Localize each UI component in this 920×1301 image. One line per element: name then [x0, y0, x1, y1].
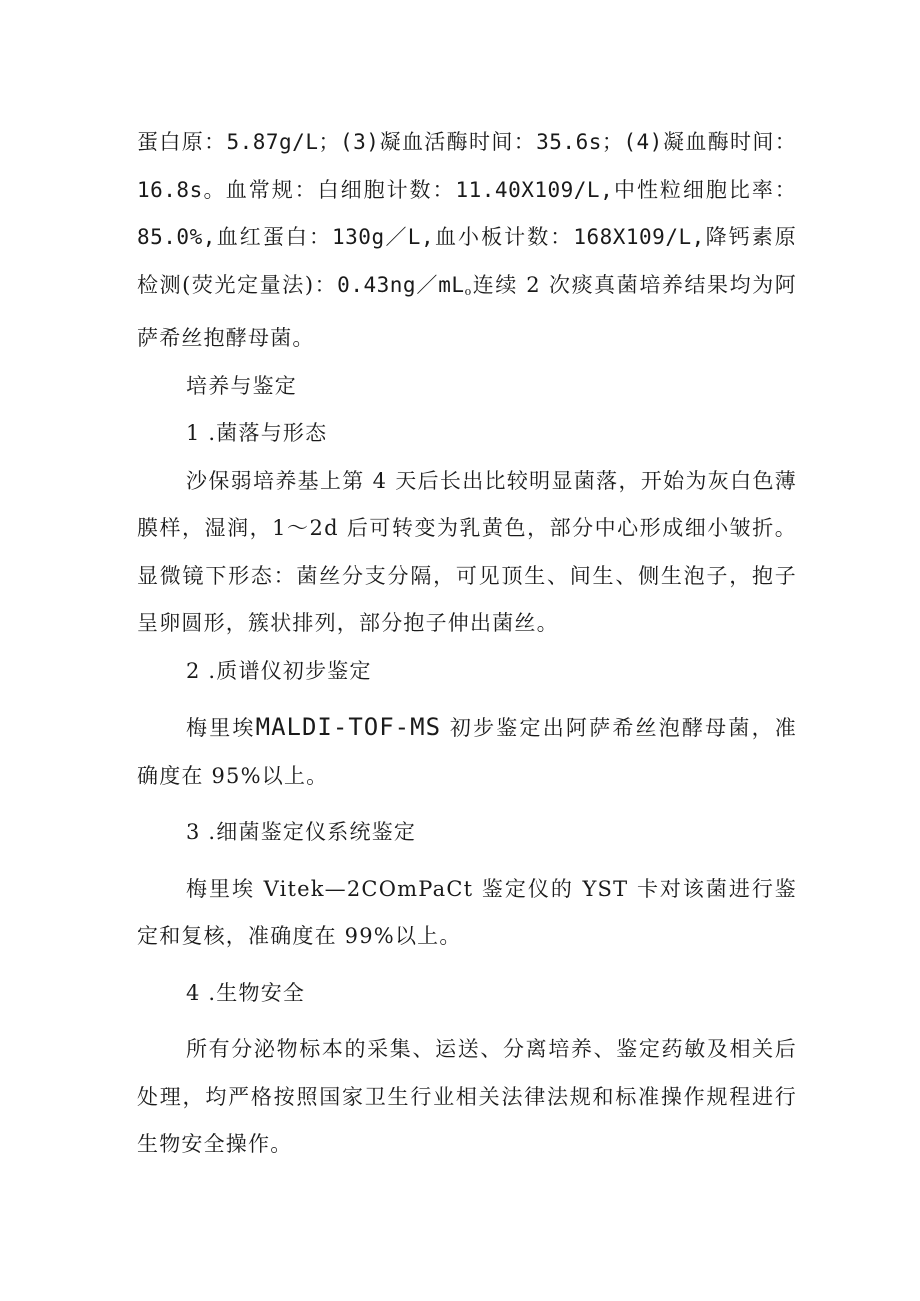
- text-span: 130g／L,: [332, 225, 435, 249]
- section-body-identifier: 梅里埃 Vitek—2COmPaCt 鉴定仪的 YST 卡对该菌进行鉴定和复核，准确度在 99%以上。: [137, 876, 797, 948]
- section-body-biosafety: 所有分泌物标本的采集、运送、分离培养、鉴定药敏及相关后处理，均严格按照国家卫生行业相关法律法规和标准操作规程进行生物安全操作。: [137, 1037, 797, 1156]
- lab-results-paragraph: [137, 119, 797, 363]
- text-span: 35.6s；(4): [536, 130, 663, 154]
- section-heading-colony: 1 .菌落与形态: [186, 421, 328, 445]
- section-heading-mass-spec: 2 .质谱仪初步鉴定: [186, 658, 372, 683]
- text-span: 降钙素原检测(荧光定量法)：: [137, 225, 797, 297]
- text-span: 11.40X109/L,: [455, 177, 614, 202]
- text-span: 连续 2 次痰真菌培养结果均为阿萨希丝抱酵母菌。: [137, 272, 797, 350]
- text-span: 0.43ng／mL: [337, 272, 465, 297]
- text-span: 凝血酶时间：: [662, 130, 797, 154]
- text-span: 初步鉴定出阿萨希丝泡酵母菌，准确度在 95%以上。: [137, 716, 797, 788]
- text-span: 蛋白原：: [137, 130, 227, 154]
- section-body-colony: 沙保弱培养基上第 4 天后长出比较明显菌落，开始为灰白色薄膜样，湿润，1～2d 后可转变为乳黄色，部分中心形成细小皱折。显微镜下形态：菌丝分支分隔，可见顶生、间生、侧生泡子，抱子呈卵圆形，簇状排列，部分抱子伸出菌丝。: [137, 468, 797, 635]
- instrument-name: MALDI-TOF-MS: [255, 713, 442, 741]
- text-span: 血小板计数：: [434, 225, 574, 249]
- section-heading-identifier: 3 .细菌鉴定仪系统鉴定: [186, 820, 417, 844]
- text-span: 168X109/L,: [573, 225, 705, 249]
- text-span: 血常规：白细胞计数：: [225, 177, 456, 202]
- text-span: 梅里埃: [186, 716, 256, 740]
- text-span: 16.8s。: [137, 177, 226, 202]
- text-span: 中性粒细胞比率：: [613, 177, 797, 202]
- text-span: 5.87g/L；(3): [226, 130, 380, 154]
- section-title-culture: 培养与鉴定: [186, 373, 297, 398]
- section-heading-biosafety: 4 .生物安全: [186, 980, 306, 1005]
- document-body: [137, 119, 797, 1169]
- text-span: 凝血活酶时间：: [379, 130, 537, 154]
- section-body-mass-spec: [137, 704, 797, 800]
- text-span: o: [464, 284, 473, 298]
- text-span: 血红蛋白：: [215, 225, 333, 249]
- text-span: 85.0%,: [137, 225, 216, 249]
